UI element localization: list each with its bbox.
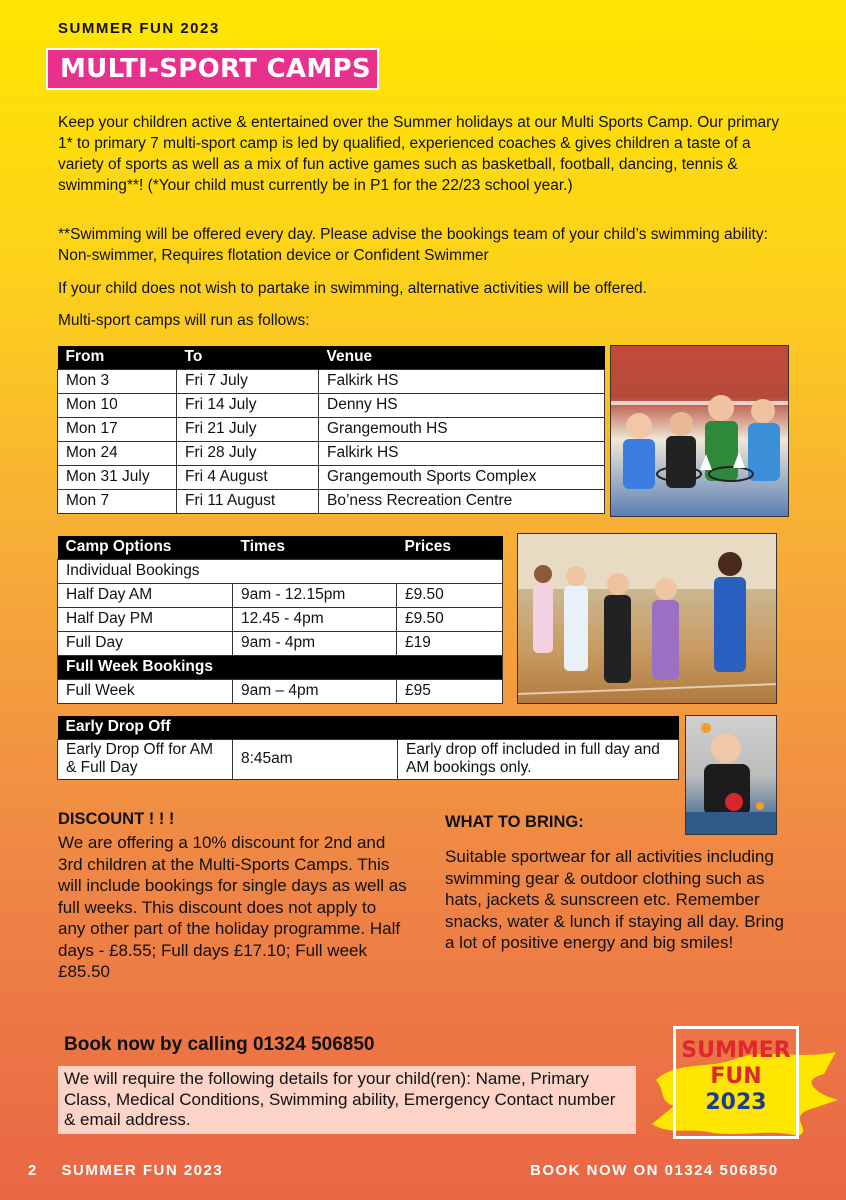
column-header: Times [233, 536, 397, 559]
table-cell: Fri 7 July [177, 369, 319, 393]
table-cell: Grangemouth Sports Complex [319, 465, 605, 489]
column-header: To [177, 346, 319, 369]
column-header: From [58, 346, 177, 369]
badge-line-2: FUN [710, 1064, 762, 1089]
table-cell: £19 [397, 631, 503, 655]
intro-paragraph: Keep your children active & entertained over the Summer holidays at our Multi Sports Camp. Our primary 1* to primary 7 multi-sport camp is led by qualified, experienced coaches & gives children a taste of a variety of sports as well as a mix of fun active games such as basketball, football, dancing, tennis & swimming**! (*Your child must currently be in P1 for the 22/23 school year.) [58, 114, 780, 194]
table-cell: Fri 4 August [177, 465, 319, 489]
table-cell: Grangemouth HS [319, 417, 605, 441]
what-to-bring-text: Suitable sportwear for all activities including swimming gear & outdoor clothing such as hats, jackets & sunscreen etc. Remember snacks, water & lunch if staying all day. Bring a lot of positive energy and big smiles! [445, 847, 784, 952]
table-cell: 8:45am [233, 739, 398, 779]
badge-line-1: SUMMER [681, 1038, 791, 1063]
table-cell: Half Day PM [58, 607, 233, 631]
table-cell: £9.50 [397, 607, 503, 631]
footer-booking-line: BOOK NOW ON 01324 506850 [530, 1162, 779, 1179]
table-cell: 12.45 - 4pm [233, 607, 397, 631]
individual-bookings-row [58, 559, 503, 583]
swimming-note: **Swimming will be offered every day. Please advise the bookings team of your child’s swimming ability: Non-swimmer, Requires flotation device or Confident Swimmer [58, 226, 768, 264]
table-cell: Fri 21 July [177, 417, 319, 441]
badge-line-3: 2023 [705, 1090, 767, 1115]
page-number: 2 [28, 1162, 38, 1179]
table-cell: Full Day [58, 631, 233, 655]
schedule-table [57, 346, 605, 514]
table-row [58, 393, 605, 417]
table-cell: Mon 31 July [58, 465, 177, 489]
table-tennis-photo [685, 715, 777, 835]
table-cell: £95 [397, 679, 503, 703]
table-row [58, 739, 679, 779]
table-cell: Early drop off included in full day and AM bookings only. [398, 739, 679, 779]
table-cell: Fri 11 August [177, 489, 319, 513]
discount-title: DISCOUNT ! ! ! [58, 810, 175, 828]
badminton-kids-photo [610, 345, 789, 517]
column-header: Venue [319, 346, 605, 369]
table-row [58, 607, 503, 631]
discount-text: We are offering a 10% discount for 2nd and 3rd children at the Multi-Sports Camps. This will include bookings for single days as well as full weeks. This discount does not apply to any other part of the holiday programme. Half days - £8.55; Full days £17.10; Full week £85.50 [58, 833, 407, 981]
table-cell: Mon 17 [58, 417, 177, 441]
column-header: Early Drop Off [58, 716, 679, 739]
table-cell: Mon 3 [58, 369, 177, 393]
section-label: Full Week Bookings [58, 655, 503, 679]
table-header-row [58, 536, 503, 559]
table-cell: Fri 28 July [177, 441, 319, 465]
schedule-intro: Multi-sport camps will run as follows: [58, 312, 310, 329]
table-row [58, 489, 605, 513]
summer-fun-badge [673, 1038, 799, 1116]
page-title: MULTI-SPORT CAMPS [46, 48, 379, 90]
table-cell: Fri 14 July [177, 393, 319, 417]
table-cell: 9am – 4pm [233, 679, 397, 703]
table-header-row [58, 716, 679, 739]
table-cell: Mon 10 [58, 393, 177, 417]
camp-options-table [57, 536, 503, 704]
footer-left [28, 1162, 223, 1179]
footer-label: SUMMER FUN 2023 [61, 1162, 224, 1179]
table-cell: £9.50 [397, 583, 503, 607]
table-row [58, 369, 605, 393]
required-details-box: We will require the following details for your child(ren): Name, Primary Class, Medical Conditions, Swimming ability, Emergency Contact number & email address. [58, 1066, 636, 1134]
booking-phone-line: Book now by calling 01324 506850 [64, 1034, 375, 1055]
table-cell: Bo’ness Recreation Centre [319, 489, 605, 513]
column-header: Camp Options [58, 536, 233, 559]
table-cell: Half Day AM [58, 583, 233, 607]
running-kids-photo [517, 533, 777, 704]
table-cell: Denny HS [319, 393, 605, 417]
section-label: Individual Bookings [58, 559, 503, 583]
table-row [58, 679, 503, 703]
table-cell: Falkirk HS [319, 441, 605, 465]
column-header: Prices [397, 536, 503, 559]
full-week-bookings-row [58, 655, 503, 679]
what-to-bring-title: WHAT TO BRING: [445, 813, 584, 831]
table-row [58, 441, 605, 465]
table-cell: Mon 24 [58, 441, 177, 465]
table-header-row [58, 346, 605, 369]
table-cell: 9am - 12.15pm [233, 583, 397, 607]
table-cell: Falkirk HS [319, 369, 605, 393]
table-row [58, 417, 605, 441]
alternative-activities-note: If your child does not wish to partake in swimming, alternative activities will be offered. [58, 280, 647, 297]
table-cell: Full Week [58, 679, 233, 703]
table-cell: Mon 7 [58, 489, 177, 513]
table-row [58, 631, 503, 655]
table-row [58, 583, 503, 607]
table-cell: Early Drop Off for AM & Full Day [58, 739, 233, 779]
table-row [58, 465, 605, 489]
header-label: SUMMER FUN 2023 [58, 20, 220, 37]
early-drop-off-table [57, 716, 679, 780]
table-cell: 9am - 4pm [233, 631, 397, 655]
